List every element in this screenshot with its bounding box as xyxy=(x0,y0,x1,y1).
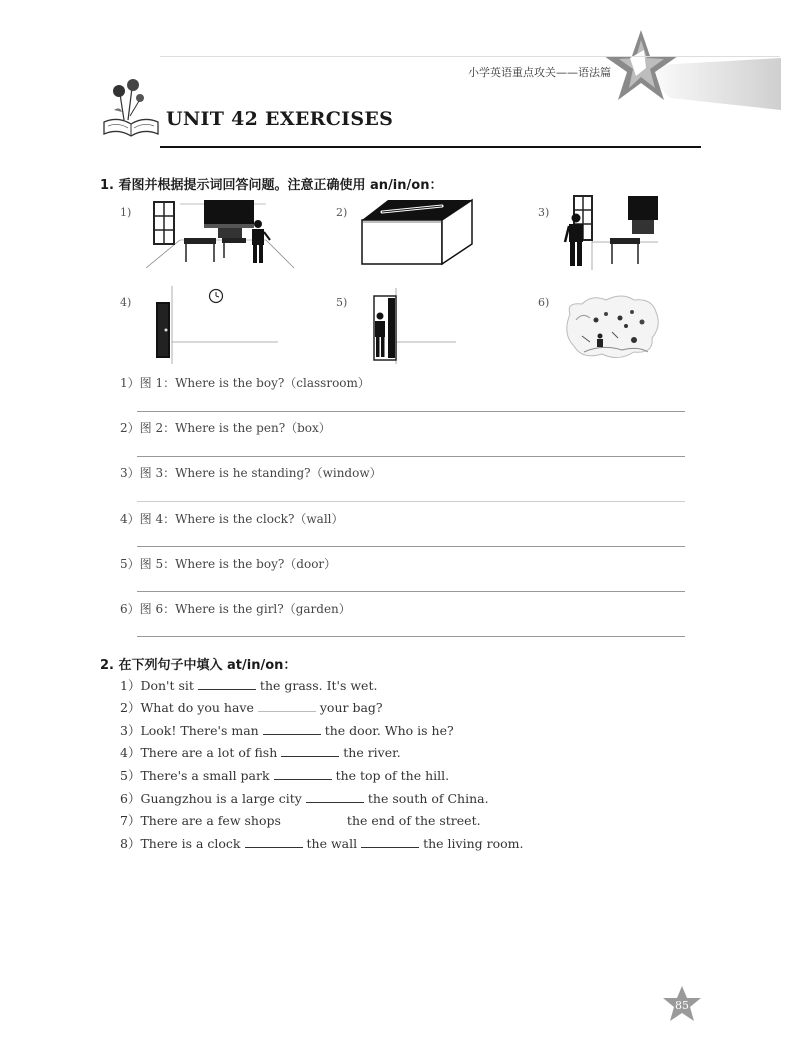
window-picture xyxy=(562,192,666,272)
fill-blank[interactable] xyxy=(245,837,303,848)
fill-sentence-1: 1）Don't sit the grass. It's wet. xyxy=(120,678,378,693)
fill-sentence-4: 4）There are a lot of fish the river. xyxy=(120,745,401,760)
question-4: 4）图 4：Where is the clock?（wall） xyxy=(120,512,344,526)
fill-blank[interactable] xyxy=(198,679,256,690)
answer-line-5[interactable] xyxy=(137,591,685,592)
question-5: 5）图 5：Where is the boy?（door） xyxy=(120,557,337,571)
answer-line-2[interactable] xyxy=(137,456,685,457)
answer-line-4[interactable] xyxy=(137,546,685,547)
clock-wall-picture xyxy=(148,284,280,366)
fill-sentence-7: 7）There are a few shops the end of the street. xyxy=(120,813,481,828)
question-1: 1）图 1：Where is the boy?（classroom） xyxy=(120,376,370,390)
fill-blank[interactable] xyxy=(285,814,343,825)
fill-blank[interactable] xyxy=(258,701,316,712)
header-rule xyxy=(160,56,780,57)
question-2: 2）图 2：Where is the pen?（box） xyxy=(120,421,331,435)
fill-blank[interactable] xyxy=(263,724,321,735)
figure-number: 4) xyxy=(120,296,132,309)
title-rule xyxy=(160,146,701,148)
figure-number: 3) xyxy=(538,206,550,219)
question-6: 6）图 6：Where is the girl?（garden） xyxy=(120,602,351,616)
figure-number: 6) xyxy=(538,296,550,309)
book-title: 小学英语重点攻关——语法篇 xyxy=(468,66,611,79)
fill-blank[interactable] xyxy=(361,837,419,848)
fill-blank[interactable] xyxy=(306,792,364,803)
fill-sentence-2: 2）What do you have your bag? xyxy=(120,700,383,715)
answer-line-1[interactable] xyxy=(137,411,685,412)
figure-number: 5) xyxy=(336,296,348,309)
fill-blank[interactable] xyxy=(274,769,332,780)
figure-number: 1) xyxy=(120,206,132,219)
fill-sentence-8: 8）There is a clock the wall the living room. xyxy=(120,836,524,851)
box-picture xyxy=(358,194,478,268)
door-picture xyxy=(370,286,460,366)
fill-sentence-5: 5）There's a small park the top of the hill. xyxy=(120,768,450,783)
fill-sentence-3: 3）Look! There's man the door. Who is he? xyxy=(120,723,454,738)
fill-sentence-6: 6）Guangzhou is a large city the south of China. xyxy=(120,791,489,806)
section2-title: 2. 在下列句子中填入 at/in/on： xyxy=(100,658,297,673)
garden-picture xyxy=(562,292,662,362)
page-number-star xyxy=(661,985,703,1023)
section1-title: 1. 看图并根据提示词回答问题。注意正确使用 an/in/on： xyxy=(100,178,443,193)
answer-line-3[interactable] xyxy=(137,501,685,502)
answer-line-6[interactable] xyxy=(137,636,685,637)
classroom-picture xyxy=(146,196,296,272)
figure-number: 2) xyxy=(336,206,348,219)
unit-title: UNIT 42 EXERCISES xyxy=(166,108,394,130)
page-number: 85 xyxy=(675,999,689,1012)
star-icon xyxy=(602,28,680,102)
question-3: 3）图 3：Where is he standing?（window） xyxy=(120,466,382,480)
fill-blank[interactable] xyxy=(281,746,339,757)
book-flower-icon xyxy=(100,76,162,138)
